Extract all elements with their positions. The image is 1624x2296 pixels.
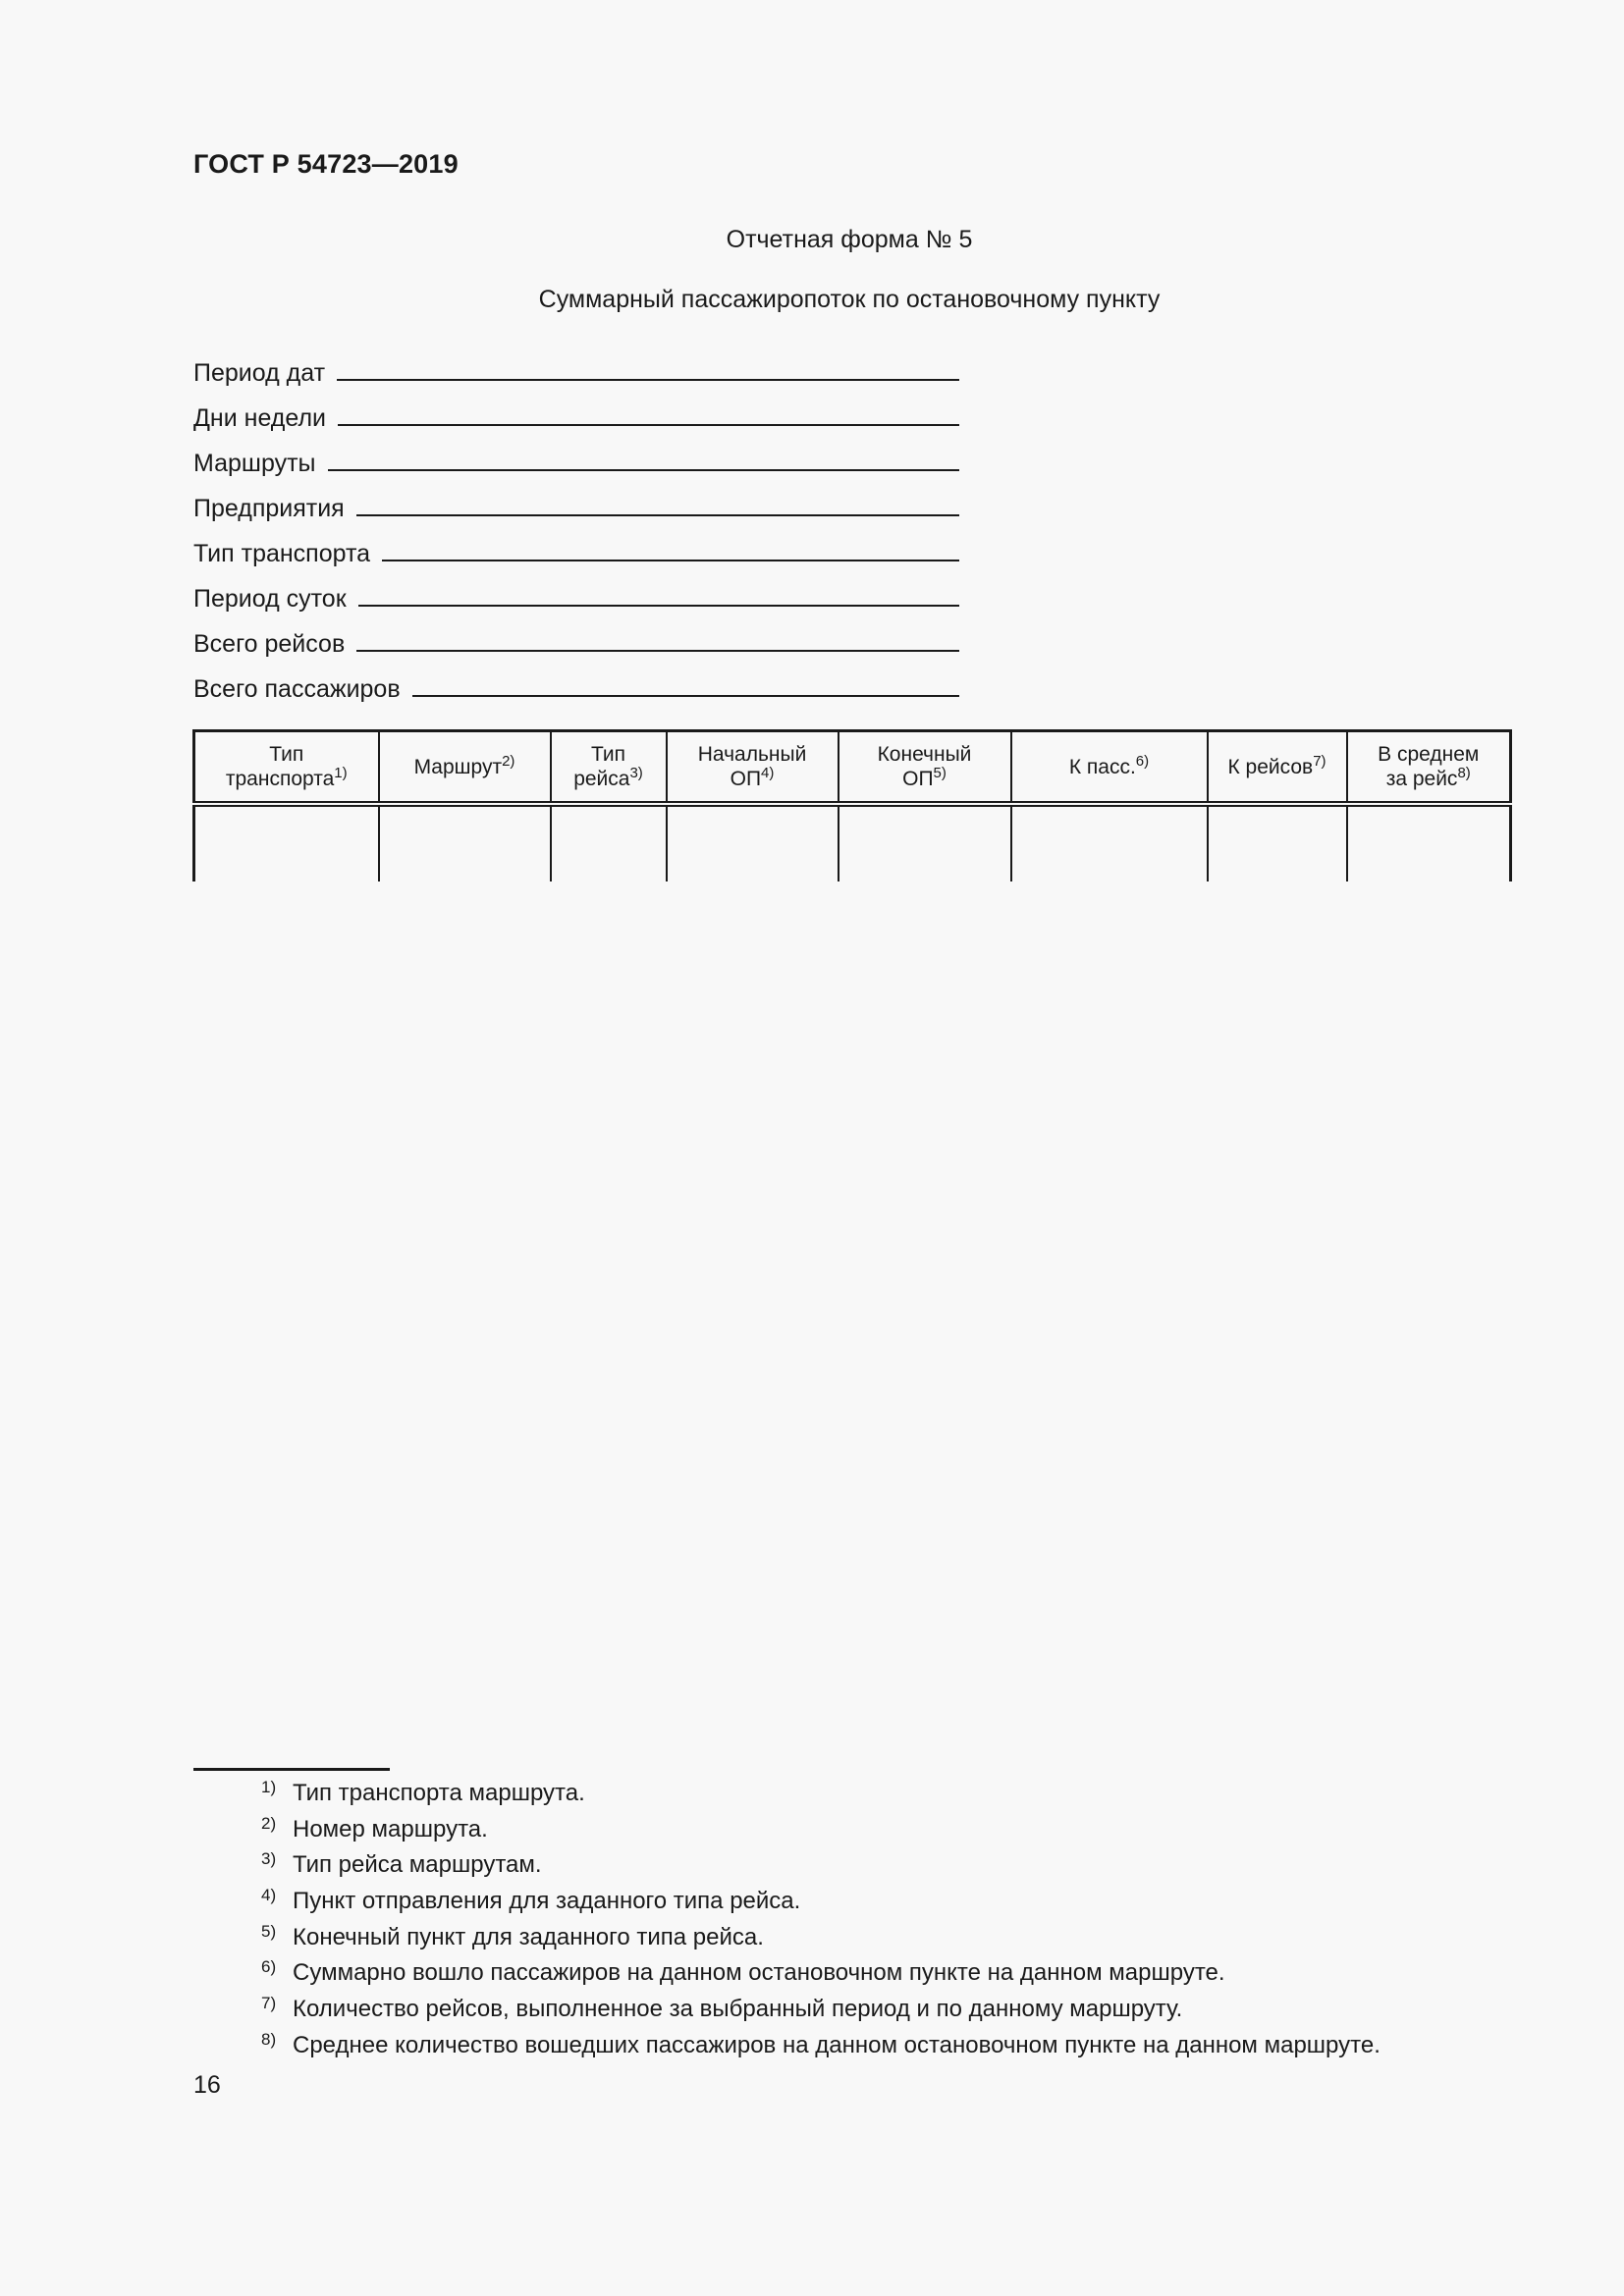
field-label: Предприятия (193, 495, 345, 522)
table-cell[interactable] (1347, 804, 1511, 881)
table-cell[interactable] (379, 804, 551, 881)
field-enterprises (193, 477, 959, 522)
fill-in-line[interactable] (337, 379, 959, 381)
field-label: Всего рейсов (193, 630, 346, 658)
footnote (261, 1780, 1538, 1816)
footnote (261, 1996, 1538, 2032)
field-day-period (193, 567, 959, 613)
footnote-divider (193, 1768, 390, 1771)
footnote-text: Тип транспорта маршрута. (293, 1780, 585, 1806)
column-header-average-per-trip: В среднем за рейс$^{8)}$ (1347, 731, 1511, 805)
field-label: Тип транспорта (193, 540, 371, 567)
fill-in-line[interactable] (328, 469, 959, 471)
form-title: Отчетная форма № 5 (726, 226, 973, 253)
footnote-ref: 3) (629, 765, 643, 781)
report-table (192, 729, 1512, 881)
footnotes (261, 1780, 1538, 2068)
field-label: Период дат (193, 359, 326, 387)
footnote (261, 1959, 1538, 1996)
footnote (261, 1813, 1538, 1852)
footnote-ref: 6) (1135, 752, 1150, 770)
table-cell[interactable] (194, 804, 379, 881)
fill-in-line[interactable] (338, 424, 959, 426)
fill-in-line[interactable] (382, 560, 959, 561)
footnote (261, 1888, 1538, 1924)
field-label: Всего пассажиров (193, 675, 401, 703)
fill-in-line[interactable] (356, 514, 959, 516)
field-label: Маршруты (193, 450, 316, 477)
column-header-trip-type: Тип рейса$^{3)}$ (551, 731, 667, 805)
field-routes (193, 432, 959, 477)
field-weekdays (193, 387, 959, 432)
column-header-end-stop: Конечный ОП$^{5)}$ (839, 731, 1011, 805)
field-date-period (193, 342, 959, 387)
field-label: Период суток (193, 585, 347, 613)
footnote-mark: 7) (261, 1994, 277, 2013)
column-header-transport-type: Тип транспорта$^{1)}$ (194, 731, 379, 805)
field-transport-type (193, 522, 959, 567)
footnote-text: Номер маршрута. (293, 1815, 488, 1842)
footnote-mark: 8) (261, 2029, 277, 2049)
fill-in-line[interactable] (358, 605, 959, 607)
table-row (194, 804, 1511, 881)
table-cell[interactable] (551, 804, 667, 881)
footnote-mark: 5) (261, 1921, 277, 1941)
table-header-row (194, 731, 1511, 805)
footnote-mark: 6) (261, 1957, 277, 1977)
column-header-start-stop: Начальный ОП$^{4)}$ (667, 731, 839, 805)
field-total-trips (193, 613, 959, 658)
field-total-passengers (193, 658, 959, 703)
table-cell[interactable] (667, 804, 839, 881)
footnote (261, 1921, 1538, 1960)
footnote-ref: 2) (502, 752, 515, 770)
footnote-text: Количество рейсов, выполненное за выбранный период и по данному маршруту. (293, 1996, 1183, 2023)
column-header-passenger-count: К пасс.$^{6)}$ (1011, 731, 1208, 805)
page-number: 16 (193, 2071, 221, 2099)
footnote (261, 2029, 1538, 2068)
footnote-ref: 4) (761, 765, 775, 781)
fill-in-line[interactable] (412, 695, 959, 697)
footnote-mark: 4) (261, 1886, 277, 1905)
table-cell[interactable] (1208, 804, 1347, 881)
footnote-mark: 2) (261, 1813, 277, 1833)
standard-code: ГОСТ Р 54723—2019 (193, 149, 459, 179)
column-header-route: Маршрут$^{2)}$ (379, 731, 551, 805)
footnote-ref: 8) (1457, 765, 1471, 781)
form-subtitle: Суммарный пассажиропоток по остановочному пункту (538, 286, 1161, 313)
footnote-ref: 5) (933, 765, 947, 781)
column-header-trip-count: К рейсов$^{7)}$ (1208, 731, 1347, 805)
table-cell[interactable] (839, 804, 1011, 881)
footnote (261, 1851, 1538, 1888)
footnote-text: Среднее количество вошедших пассажиров на данном остановочном пункте на данном маршруте. (293, 2031, 1380, 2058)
fill-in-line[interactable] (356, 650, 959, 652)
footnote-ref: 1) (334, 765, 348, 781)
footnote-mark: 3) (261, 1849, 277, 1869)
field-label: Дни недели (193, 404, 327, 432)
footnote-text: Конечный пункт для заданного типа рейса. (293, 1923, 764, 1950)
footnote-text: Суммарно вошло пассажиров на данном остановочном пункте на данном маршруте. (293, 1959, 1225, 1987)
footnote-text: Пункт отправления для заданного типа рейса. (293, 1888, 801, 1915)
footnote-ref: 7) (1313, 752, 1326, 770)
form-fields (193, 342, 959, 703)
footnote-mark: 1) (261, 1778, 277, 1796)
table-cell[interactable] (1011, 804, 1208, 881)
footnote-text: Тип рейса маршрутам. (293, 1851, 542, 1879)
